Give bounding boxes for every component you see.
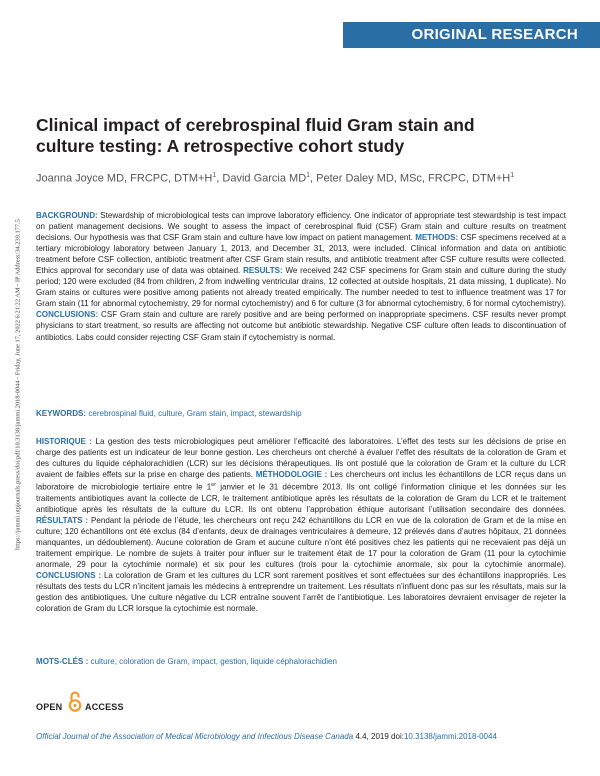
section-banner: ORIGINAL RESEARCH (343, 22, 600, 48)
abstract-section-label: BACKGROUND: (36, 211, 98, 220)
keywords-text: cerebrospinal fluid, culture, Gram stain, impact, stewardship (86, 409, 302, 418)
volume-info: 4.4, 2019 (355, 732, 389, 741)
abstract-section-text: We received 242 CSF specimens for Gram stain and culture during the study period; 120 were excluded (84 from children, 2 from indwelling ventricular drains, 12 collected at outside hospitals, 21 data missing, 1 duplicate). No Gram stains or cultures were positive among patients not already treated empirically. The number needed to test to influence treatment was 17 for Gram stain (11 for abnormal cytochemistry, 29 for normal cytochemistry) and 6 for culture (3 for abnormal cytochemistry, 6 for normal cytochemistry). (36, 266, 566, 309)
abstract-english (36, 210, 566, 343)
doi-link[interactable]: 10.3138/jammi.2018-0044 (403, 732, 497, 741)
author-name: Peter Daley MD, MSc, FRCPC, DTM+H (316, 172, 511, 185)
superscript: er (211, 482, 217, 489)
doi-prefix: doi: (391, 732, 404, 741)
open-access-word: OPEN (36, 702, 63, 712)
author-affiliation: 1 (212, 172, 217, 179)
keywords-label: KEYWORDS: (36, 409, 87, 418)
abstract-section-text: CSF Gram stain and culture are rarely positive and are being performed on inappropriate specimens. CSF results never prompt physicians to start treatment, so results are affecting not outcome but antibiotic stewardship. Negative CSF culture often leads to discontinuation of antibiotics. Labs could consider rejecting CSF Gram stain if cytochemistry is normal. (36, 310, 566, 342)
author-name: David Garcia MD (222, 172, 307, 185)
abstract-section-text: Les chercheurs ont inclus les échantillons de LCR reçus dans un laboratoire de microbiologie tertiaire entre le 1 (36, 470, 566, 492)
access-word: ACCESS (85, 702, 124, 712)
abstract-section-label: MÉTHODOLOGIE : (255, 470, 328, 480)
abstract-french (36, 436, 566, 614)
keywords (36, 409, 302, 418)
author-list: Joanna Joyce MD, FRCPC, $DTM+H^1$, David Garcia $MD^1$, Peter Daley MD, MSc, FRCPC, $DTM+H^1$ (36, 172, 515, 185)
abstract-section-label: HISTORIQUE : (36, 437, 93, 446)
abstract-section-text: La gestion des tests microbiologiques peut améliorer l’efficacité des laboratoires. L’effet des tests sur les décisions de prise en charge des patients est un indicateur de leur bonne gestion. Les chercheurs ont cherché à évaluer l’effet des résultats de la coloration de Gram et des cultures du liquide céphalorachidien (LCR) sur les décisions thérapeutiques. Ils ont postulé que la coloration de Gram et la culture du LCR avaient de faibles effets sur la prise en charge des patients. (36, 437, 567, 480)
abstract-section-text: janvier et le 31 décembre 2013. Ils ont colligé l’information clinique et les données sur les traitements antibiotiques avant la collecte de LCR, le traitement antibiotique après les résultats de la coloration de Gram du LCR et le traitement antibiotique après les résultats de la culture du LCR. Ils ont obtenu l’approbation éthique autorisant l’utilisation secondaire des données. (36, 482, 566, 514)
abstract-section-text: Stewardship of microbiological tests can improve laboratory efficiency. One indicator of appropriate test stewardship is test impact on patient management decisions. We sought to assess the impact of cerebrospinal fluid (CSF) Gram stain and culture results on treatment decisions. Our hypothesis was that CSF Gram stain and culture have low impact on patient management. (36, 211, 566, 243)
journal-name[interactable]: Official Journal of the Association of Medical Microbiology and Infectious Disease Canada (36, 732, 354, 741)
open-access-badge (36, 686, 136, 716)
author-affiliation: 1 (306, 172, 311, 179)
abstract-section-text: CSF specimens received at a tertiary microbiology laboratory between January 1, 2013, and December 31, 2013, were included. Clinical information and data on antibiotic treatment before CSF collection, antibiotic treatment after CSF Gram stain results, and antibiotic treatment after CSF culture results were collected. Ethics approval for secondary use of data was obtained. (36, 233, 566, 276)
abstract-section-text: Pendant la période de l’étude, les chercheurs ont reçu 242 échantillons du LCR en vue de la coloration de Gram et de la mise en culture; 120 échantillons ont été exclus (84 d’enfants, deux de drainages ventriculaires à demeure, 12 prélevés dans d’autres hôpitaux, 21 données manquantes, un dédoublement). Aucune coloration de Gram et aucune culture n’ont été positives chez les patients qui ne recevaient pas déjà un traitement empirique. Le nombre de sujets à traiter pour influer sur le traitement était de 17 pour la coloration de Gram (11 pour la cytochimie anormale, 29 pour la cytochimie normale) et six pour les cultures (trois pour la cytochimie anormale, six pour la cytochimie anormale). (36, 516, 566, 570)
abstract-section-label: RESULTS: (243, 266, 283, 276)
abstract-section-label: RÉSULTATS : (36, 516, 89, 525)
mots-cles (36, 657, 337, 666)
abstract-section-label: METHODS: (415, 233, 459, 243)
download-watermark: https://jammi.utpjournals.press/doi/pdf/10.3138/jammi.2018-0044 - Friday, June 17, 2022 6:21:22 AM - IP Address:34.239.177.5 (14, 219, 22, 550)
author-name: Joanna Joyce MD, FRCPC, DTM+H (36, 172, 213, 185)
page-footer (36, 732, 576, 741)
mots-cles-text: culture, coloration de Gram, impact, gestion, liquide céphalorachidien (88, 657, 338, 666)
abstract-section-label: CONCLUSIONS : (36, 571, 102, 581)
open-lock-icon (68, 690, 82, 712)
abstract-section-label: CONCLUSIONS: (36, 310, 99, 320)
abstract-section-text: La coloration de Gram et les cultures du LCR sont rarement positives et sont effectuées sur des échantillons inappropriés. Les résultats des tests du LCR n’incitent jamais les médecins à entreprendre un traitement. Les résultats n’influent donc pas sur les résultats, mais sur la gestion des antibiotiques. Une culture négative du LCR entraîne souvent l’arrêt de l’antibiotique. Les laboratoires devraient envisager de rejeter la coloration de Gram du LCR lorsque la cytochimie est normale. (36, 571, 566, 614)
article-title: Clinical impact of cerebrospinal fluid Gram stain and culture testing: A retrospective cohort study (36, 115, 475, 156)
mots-cles-label: MOTS-CLÉS : (36, 657, 89, 666)
author-affiliation: 1 (510, 172, 515, 179)
